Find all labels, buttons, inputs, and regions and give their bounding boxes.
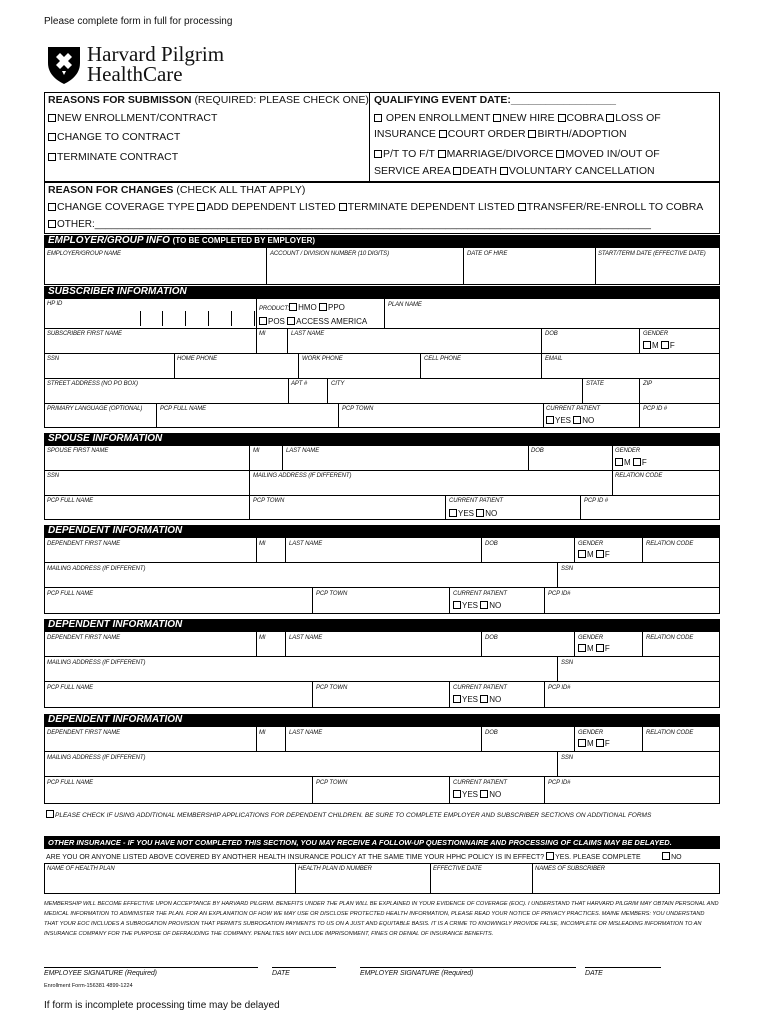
health-plan-name-label: NAME OF HEALTH PLAN — [47, 866, 115, 872]
spouse-last-label: LAST NAME — [286, 448, 320, 454]
spouse-pcp-name-label: PCP FULL NAME — [47, 498, 94, 504]
ssn-label: SSN — [47, 356, 60, 362]
dep3-current-options[interactable]: YES NO — [453, 790, 501, 799]
reasons-title: REASONS FOR SUBMISSON (REQUIRED: PLEASE CHECK ONE) — [48, 94, 369, 106]
checkbox-icon — [48, 153, 56, 161]
cell-phone-label: CELL PHONE — [424, 356, 461, 362]
dep1-current-options[interactable]: YES NO — [453, 601, 501, 610]
work-phone-label: WORK PHONE — [302, 356, 343, 362]
last-name-label: LAST NAME — [291, 331, 325, 337]
dep3-pcp-name-label: PCP FULL NAME — [47, 780, 94, 786]
spouse-pcp-id-label: PCP ID # — [584, 498, 608, 504]
changes-other[interactable]: OTHER:____________________________________________________________________________________________________ — [48, 217, 651, 232]
dep1-pcp-name-label: PCP FULL NAME — [47, 591, 94, 597]
date-label-2: DATE — [585, 970, 603, 977]
dob-label: DOB — [545, 331, 558, 337]
dep2-gender-options[interactable]: M F — [578, 644, 610, 653]
dep2-pcp-name-label: PCP FULL NAME — [47, 685, 94, 691]
employee-signature-label: EMPLOYEE SIGNATURE (Required) — [44, 970, 157, 977]
dep1-pcp-id-label: PCP ID# — [548, 591, 571, 597]
changes-title: REASON FOR CHANGES (CHECK ALL THAT APPLY) — [48, 184, 306, 196]
reason-new-enrollment[interactable]: NEW ENROLLMENT/CONTRACT — [48, 111, 217, 126]
state-label: STATE — [586, 381, 604, 387]
dep1-gender-options[interactable]: M F — [578, 550, 610, 559]
incomplete-warning: If form is incomplete processing time may be delayed — [44, 1000, 280, 1011]
dep3-mi-label: MI — [259, 730, 266, 736]
mi-label: MI — [259, 331, 266, 337]
spouse-mail-label: MAILING ADDRESS (IF DIFFERENT) — [253, 473, 352, 479]
spouse-ssn-label: SSN — [47, 473, 60, 479]
dep3-pcp-town-label: PCP TOWN — [316, 780, 348, 786]
date-label-1: DATE — [272, 970, 290, 977]
qualifying-row3[interactable]: P/T TO F/T MARRIAGE/DIVORCE MOVED IN/OUT OF — [374, 147, 660, 162]
dep3-first-label: DEPENDENT FIRST NAME — [47, 730, 121, 736]
dep3-current-label: CURRENT PATIENT — [453, 780, 507, 786]
product-options-2[interactable]: POS ACCESS AMERICA — [259, 317, 367, 326]
spouse-gender-options[interactable]: M F — [615, 458, 647, 467]
form-id: Enrollment Form-156381 4899-1224 — [44, 983, 133, 989]
subscriber-section-bar: SUBSCRIBER INFORMATION — [44, 286, 720, 298]
other-insurance-question[interactable]: ARE YOU OR ANYONE LISTED ABOVE COVERED BY ANOTHER HEALTH INSURANCE POLICY AT THE SAME TIME YOUR HPHC POLICY IS IN EFFECT? YES. PLEASE COMPLETE NO — [46, 854, 682, 861]
pcp-town-label: PCP TOWN — [342, 406, 374, 412]
dep2-last-label: LAST NAME — [289, 635, 323, 641]
dep3-last-label: LAST NAME — [289, 730, 323, 736]
zip-label: ZIP — [643, 381, 653, 387]
home-phone-label: HOME PHONE — [177, 356, 218, 362]
dep2-pcp-id-label: PCP ID# — [548, 685, 571, 691]
dep1-last-label: LAST NAME — [289, 541, 323, 547]
legal-disclaimer: MEMBERSHIP WILL BECOME EFFECTIVE UPON ACCEPTANCE BY HARVARD PILGRIM. BENEFITS UNDER THE PLAN WILL BE EXPLAINED IN YOUR EVIDENCE OF COVERAGE (EOC). I UNDERSTAND THAT HARVARD PILGRIM MAY OBTAIN PERSONAL AND MEDICAL INFORMATION TO ADMINISTER THE PLAN. FOR AN EXPLANATION OF HOW WE MAY USE OR DISCLOSE PROTECTED HEALTH INFORMATION, PLEASE READ YOUR NOTICE OF PRIVACY PRACTICES. MAINE MEMBERS: YOU UNDERSTAND THAT YOUR EOC INCLUDES A SUBROGATION PROVISION THAT PERMITS SUBROGATION PAYMENTS TO US ON A JUST AND EQUITABLE BASIS. IT IS A CRIME TO KNOWINGLY PROVIDE FALSE, INCOMPLETE OR MISLEADING INFORMATION TO AN INSURANCE COMPANY FOR THE PURPOSE OF DEFRAUDING THE COMPANY. PENALTIES MAY INCLUDE IMPRISONMENT, FINES OR DENIAL OF INSURANCE BENEFITS. — [44, 901, 719, 937]
qualifying-row2[interactable]: INSURANCE COURT ORDER BIRTH/ADOPTION — [374, 128, 627, 140]
dep2-current-label: CURRENT PATIENT — [453, 685, 507, 691]
subscriber-first-name-label: SUBSCRIBER FIRST NAME — [47, 331, 122, 337]
form-instruction: Please complete form in full for processing — [44, 16, 233, 27]
city-label: CITY — [331, 381, 345, 387]
dep1-mi-label: MI — [259, 541, 266, 547]
dep2-pcp-town-label: PCP TOWN — [316, 685, 348, 691]
dep3-gender-label: GENDER — [578, 730, 604, 736]
qualifying-row1[interactable]: OPEN ENROLLMENT NEW HIRE COBRA LOSS OF — [374, 111, 661, 126]
dep2-mi-label: MI — [259, 635, 266, 641]
health-plan-id-label: HEALTH PLAN ID NUMBER — [298, 866, 372, 872]
dep2-ssn-label: SSN — [561, 660, 574, 666]
dep1-relation-label: RELATION CODE — [646, 541, 694, 547]
dep1-gender-label: GENDER — [578, 541, 604, 547]
date-of-hire-label: DATE OF HIRE — [467, 251, 508, 257]
dep1-pcp-town-label: PCP TOWN — [316, 591, 348, 597]
pcp-id-label: PCP ID # — [643, 406, 667, 412]
additional-applications-checkbox[interactable]: PLEASE CHECK IF USING ADDITIONAL MEMBERSHIP APPLICATIONS FOR DEPENDENT CHILDREN. BE SURE TO COMPLETE EMPLOYER AND SUBSCRIBER SECTIONS ON ADDITIONAL FORMS — [46, 810, 651, 819]
email-label: EMAIL — [545, 356, 563, 362]
effective-date-label-2: EFFECTIVE DATE — [433, 866, 482, 872]
spouse-current-options[interactable]: YES NO — [449, 509, 497, 518]
employer-signature-label: EMPLOYER SIGNATURE (Required) — [360, 970, 474, 977]
dep2-gender-label: GENDER — [578, 635, 604, 641]
plan-name-label: PLAN NAME — [388, 302, 422, 308]
employer-section-bar: EMPLOYER/GROUP INFO (TO BE COMPLETED BY EMPLOYER) — [44, 235, 720, 247]
current-patient-label: CURRENT PATIENT — [546, 406, 600, 412]
dep2-current-options[interactable]: YES NO — [453, 695, 501, 704]
checkbox-icon — [48, 133, 56, 141]
checkbox-icon — [48, 114, 56, 122]
reason-change-contract[interactable]: CHANGE TO CONTRACT — [48, 130, 180, 145]
names-of-subscriber-label: NAMES OF SUBSCRIBER — [535, 866, 606, 872]
apt-label: APT # — [291, 381, 308, 387]
dep1-dob-label: DOB — [485, 541, 498, 547]
spouse-gender-label: GENDER — [615, 448, 641, 454]
reason-terminate-contract[interactable]: TERMINATE CONTRACT — [48, 150, 178, 165]
dep3-ssn-label: SSN — [561, 755, 574, 761]
dependent-2-bar: DEPENDENT INFORMATION — [44, 619, 720, 631]
spouse-grid — [44, 445, 720, 520]
other-insurance-bar: OTHER INSURANCE - IF YOU HAVE NOT COMPLETED THIS SECTION, YOU MAY RECEIVE A FOLLOW-UP QUESTIONNAIRE AND PROCESSING OF CLAIMS MAY BE DELAYED. — [44, 836, 720, 849]
dep3-relation-label: RELATION CODE — [646, 730, 694, 736]
street-label: STREET ADDRESS (NO PO BOX) — [47, 381, 138, 387]
qualifying-title: QUALIFYING EVENT DATE:__________________ — [374, 94, 617, 106]
pcp-name-label: PCP FULL NAME — [160, 406, 207, 412]
qualifying-row4[interactable]: SERVICE AREA DEATH VOLUNTARY CANCELLATION — [374, 165, 655, 177]
dependent-2-grid — [44, 631, 720, 708]
dependent-1-bar: DEPENDENT INFORMATION — [44, 525, 720, 537]
spouse-section-bar: SPOUSE INFORMATION — [44, 433, 720, 445]
dep3-gender-options[interactable]: M F — [578, 739, 610, 748]
harvard-pilgrim-logo — [46, 45, 82, 90]
spouse-mi-label: MI — [253, 448, 260, 454]
hp-id-label: HP ID — [47, 301, 63, 307]
subscriber-gender-options[interactable]: M F — [643, 341, 675, 350]
dependent-1-grid — [44, 537, 720, 614]
employer-name-label: EMPLOYER/GROUP NAME — [47, 251, 121, 257]
other-insurance-grid — [44, 863, 720, 894]
spouse-pcp-town-label: PCP TOWN — [253, 498, 285, 504]
dep1-mail-label: MAILING ADDRESS (IF DIFFERENT) — [47, 566, 146, 572]
language-label: PRIMARY LANGUAGE (OPTIONAL) — [47, 406, 143, 412]
dep2-relation-label: RELATION CODE — [646, 635, 694, 641]
dep3-dob-label: DOB — [485, 730, 498, 736]
dep3-pcp-id-label: PCP ID# — [548, 780, 571, 786]
dep1-current-label: CURRENT PATIENT — [453, 591, 507, 597]
dependent-3-grid — [44, 726, 720, 804]
logo-text: Harvard Pilgrim HealthCare — [87, 42, 225, 86]
gender-label: GENDER — [643, 331, 669, 337]
changes-options[interactable]: CHANGE COVERAGE TYPE ADD DEPENDENT LISTED TERMINATE DEPENDENT LISTED TRANSFER/RE-ENROLL TO COBRA — [48, 200, 703, 215]
dep2-mail-label: MAILING ADDRESS (IF DIFFERENT) — [47, 660, 146, 666]
dep3-mail-label: MAILING ADDRESS (IF DIFFERENT) — [47, 755, 146, 761]
hp-id-boxes[interactable] — [140, 311, 254, 326]
spouse-relation-label: RELATION CODE — [615, 473, 663, 479]
dependent-3-bar: DEPENDENT INFORMATION — [44, 714, 720, 726]
dep2-dob-label: DOB — [485, 635, 498, 641]
product-options-1[interactable]: PRODUCT: HMO PPO — [259, 303, 345, 312]
dep2-first-label: DEPENDENT FIRST NAME — [47, 635, 121, 641]
shield-icon — [46, 45, 82, 85]
spouse-dob-label: DOB — [531, 448, 544, 454]
subscriber-current-options[interactable]: YES NO — [546, 416, 594, 425]
dep1-ssn-label: SSN — [561, 566, 574, 572]
dep1-first-label: DEPENDENT FIRST NAME — [47, 541, 121, 547]
account-number-label: ACCOUNT / DIVISION NUMBER (10 DIGITS) — [270, 251, 389, 257]
spouse-current-label: CURRENT PATIENT — [449, 498, 503, 504]
effective-date-label: START/TERM DATE (EFFECTIVE DATE) — [598, 251, 706, 257]
spouse-first-label: SPOUSE FIRST NAME — [47, 448, 109, 454]
